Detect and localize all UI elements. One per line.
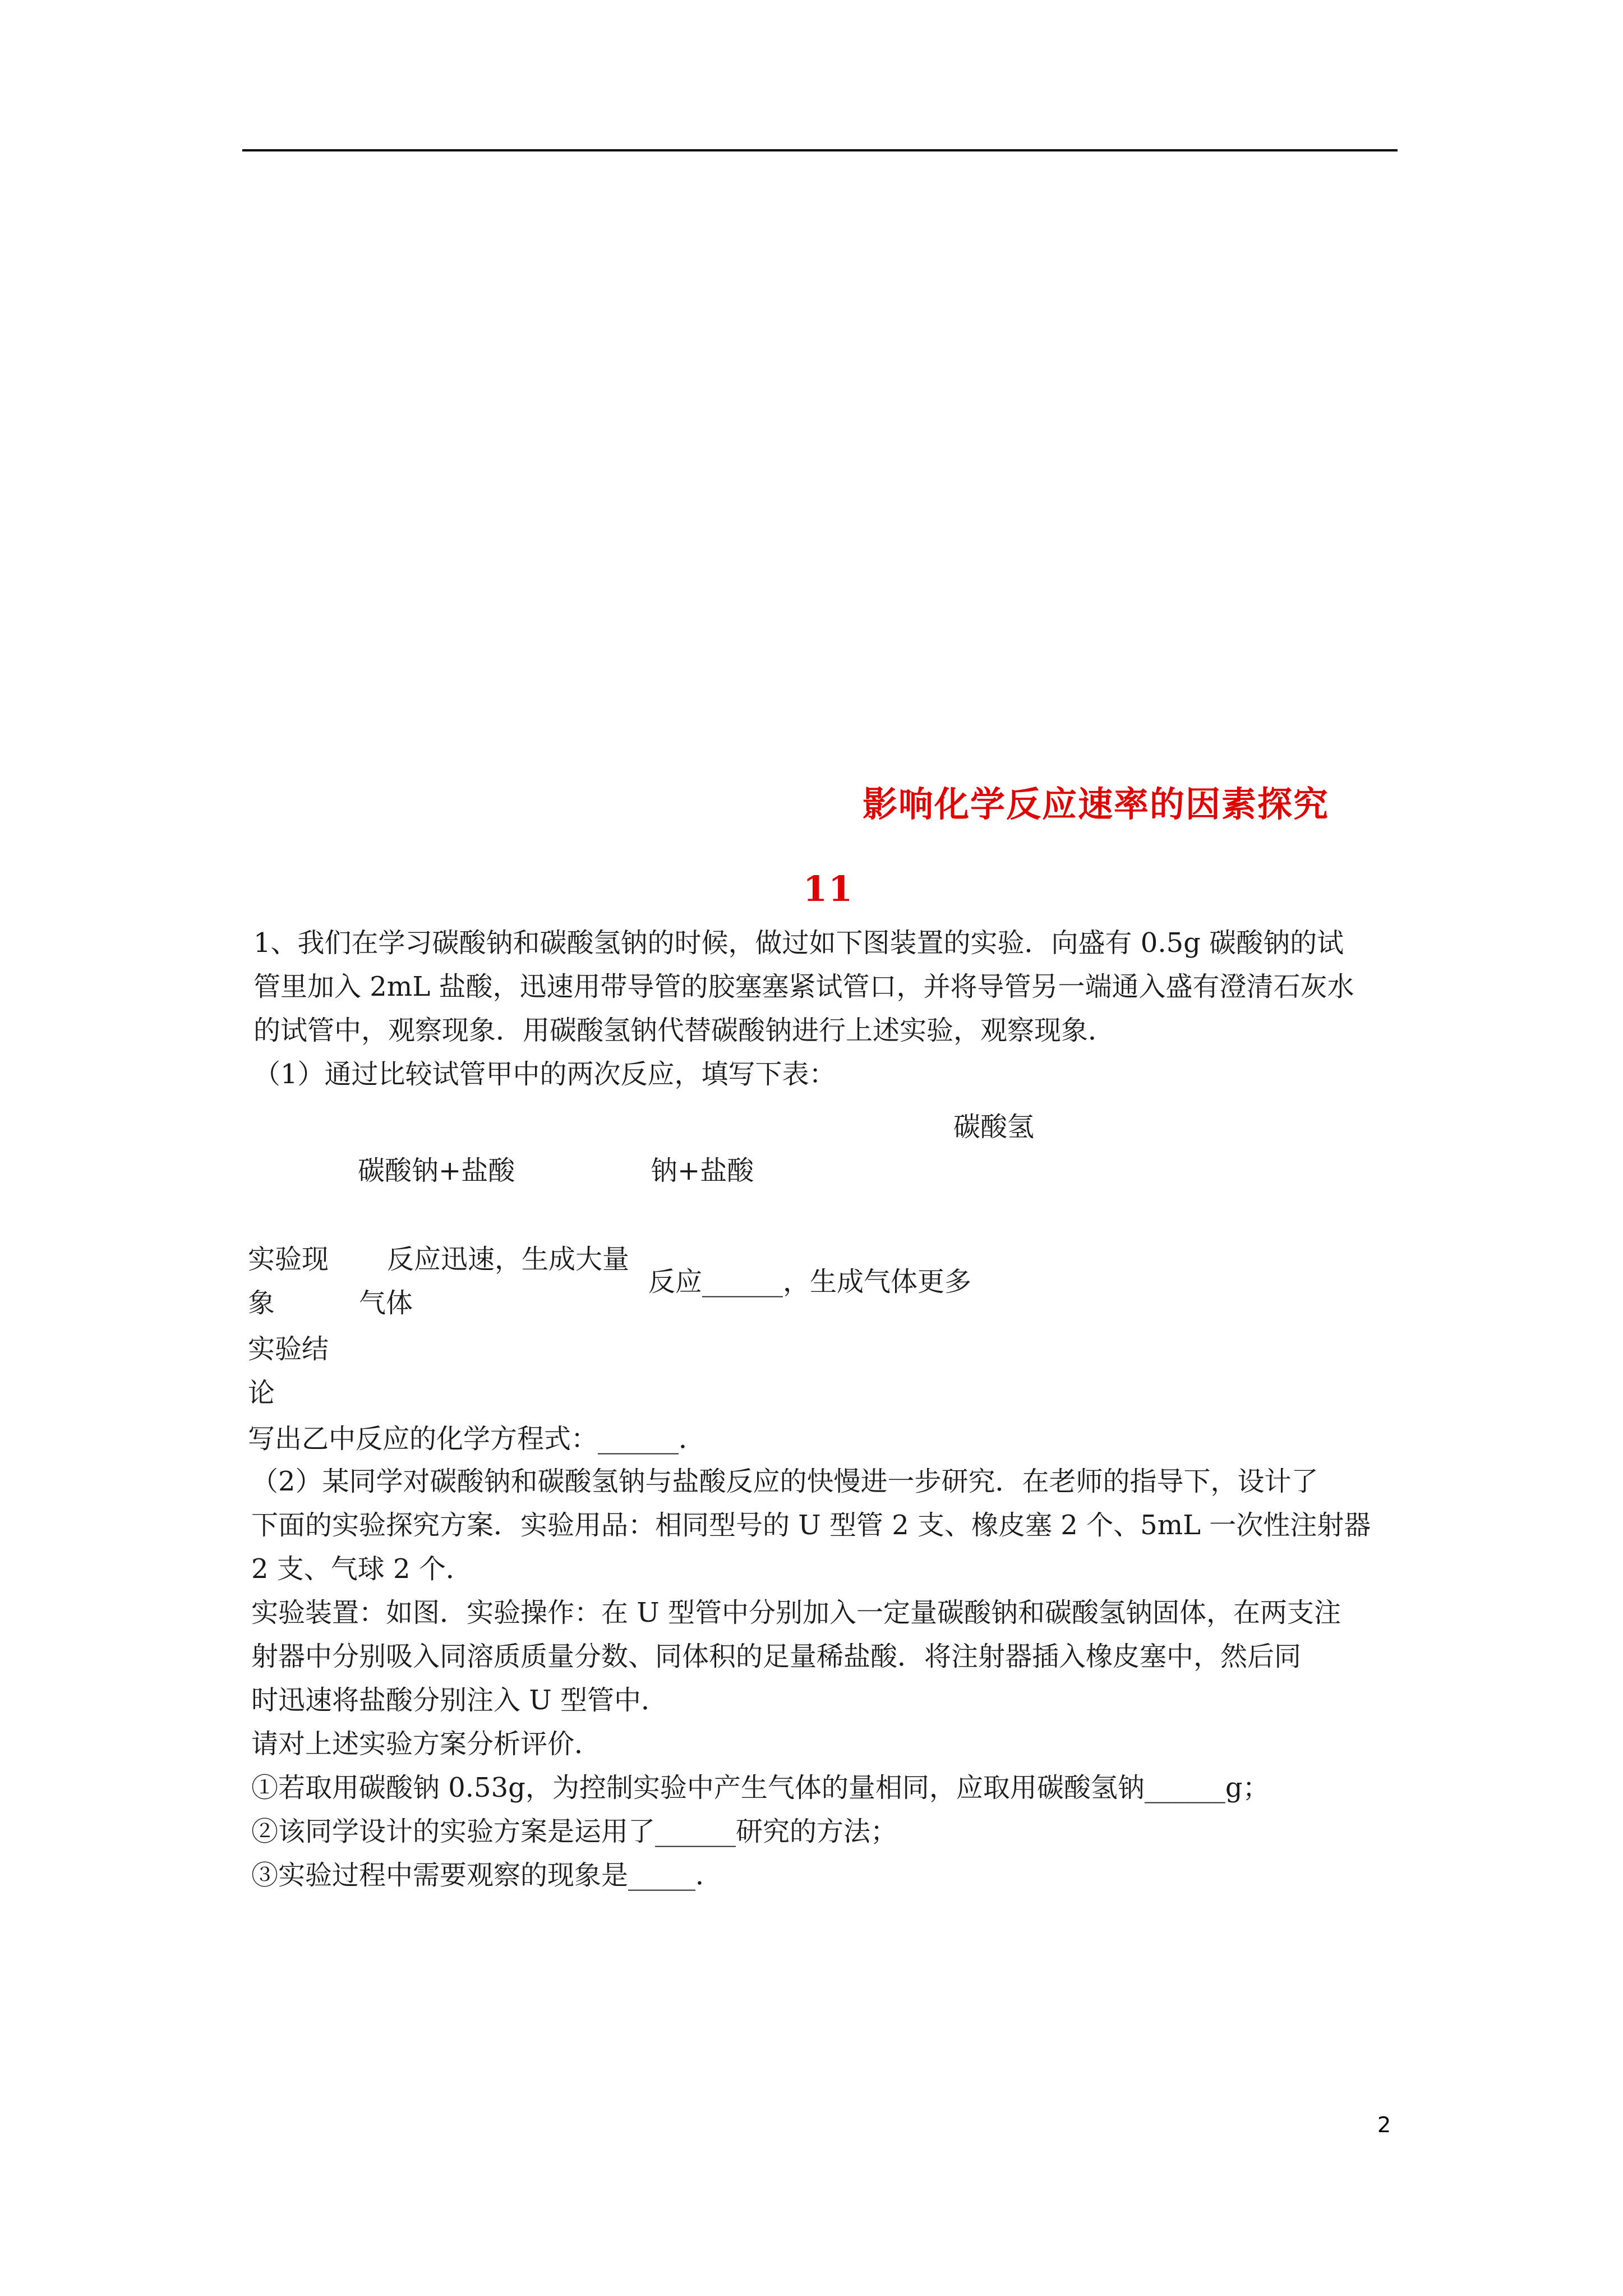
q1-line: （1）通过比较试管甲中的两次反应，填写下表： xyxy=(253,1059,836,1090)
q1-line: 1、我们在学习碳酸钠和碳酸氢钠的时候，做过如下图装置的实验．向盛有 0.5g 碳酸钠的试 xyxy=(253,927,1344,959)
table-row1-label-line: 实验现 xyxy=(248,1244,329,1275)
q1-line: 管里加入 2mL 盐酸，迅速用带导管的胶塞塞紧试管口，并将导管另一端通入盛有澄清石灰水 xyxy=(253,971,1354,1002)
table-col3-header-line1: 碳酸氢 xyxy=(953,1111,1035,1143)
q2-line: ③实验过程中需要观察的现象是_____． xyxy=(251,1860,723,1891)
document-title: 影响化学反应速率的因素探究 xyxy=(863,784,1330,825)
table-row1-col3: 反应______，生成气体更多 xyxy=(648,1266,972,1297)
question-1-equation: 写出乙中反应的化学方程式：______． xyxy=(248,1423,706,1455)
q2-line: ②该同学设计的实验方案是运用了______研究的方法； xyxy=(251,1816,898,1847)
table-row2-label xyxy=(248,1327,329,1415)
q2-line: 实验装置：如图．实验操作：在 U 型管中分别加入一定量碳酸钠和碳酸氢钠固体，在两支注 xyxy=(251,1597,1341,1628)
page-number: 2 xyxy=(1377,2113,1391,2137)
q2-line: 下面的实验探究方案．实验用品：相同型号的 U 型管 2 支、橡皮塞 2 个、5mL 一次性注射器 xyxy=(251,1510,1371,1541)
q2-line: （2）某同学对碳酸钠和碳酸氢钠与盐酸反应的快慢进一步研究．在老师的指导下，设计了 xyxy=(251,1466,1318,1497)
q2-line: 射器中分别吸入同溶质质量分数、同体积的足量稀盐酸．将注射器插入橡皮塞中，然后同 xyxy=(251,1641,1302,1672)
q1-line: 的试管中，观察现象．用碳酸氢钠代替碳酸钠进行上述实验，观察现象． xyxy=(253,1015,1115,1046)
table-row2-label-line: 论 xyxy=(248,1377,275,1409)
q2-line: 请对上述实验方案分析评价． xyxy=(251,1728,602,1760)
question-1-text xyxy=(253,921,1354,1096)
table-col2-header: 碳酸钠+盐酸 xyxy=(358,1155,515,1186)
q2-line: ①若取用碳酸钠 0.53g，为控制实验中产生气体的量相同，应取用碳酸氢钠______g； xyxy=(251,1772,1270,1803)
table-row1-label-line: 象 xyxy=(248,1287,275,1319)
table-row1-label xyxy=(248,1237,329,1325)
table-col3-header-line2: 钠+盐酸 xyxy=(651,1155,754,1186)
question-2-text xyxy=(251,1460,1371,1897)
header-rule xyxy=(242,149,1398,151)
table-row1-col2-line: 气体 xyxy=(359,1287,413,1319)
document-title-number: 11 xyxy=(803,868,854,909)
q2-line: 2 支、气球 2 个． xyxy=(251,1553,473,1585)
table-row1-col2 xyxy=(359,1237,629,1325)
q2-line: 时迅速将盐酸分别注入 U 型管中． xyxy=(251,1685,668,1716)
table-row2-label-line: 实验结 xyxy=(248,1333,329,1365)
table-row1-col2-line: 反应迅速，生成大量 xyxy=(387,1244,630,1275)
